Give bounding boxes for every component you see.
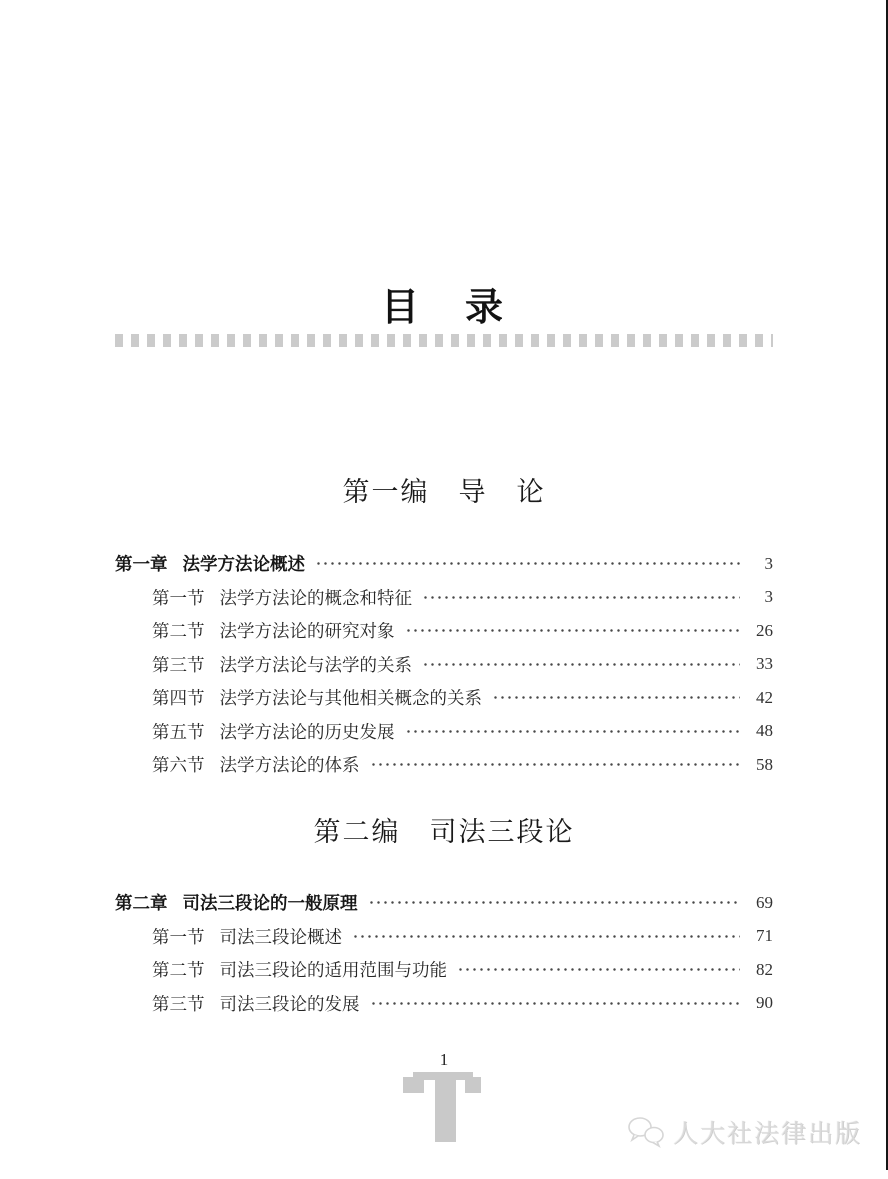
toc-entry-title: 法学方法论与法学的关系 <box>219 654 412 675</box>
toc-entry-label: 第二节 <box>152 621 205 642</box>
dot-leader <box>457 967 740 972</box>
toc-entry-label: 第一节 <box>152 926 205 947</box>
toc-entry-page: 58 <box>756 754 773 774</box>
toc-entry-label: 第六节 <box>152 755 205 776</box>
toc-entry-label: 第二节 <box>152 960 205 981</box>
toc-row-section <box>115 920 773 954</box>
toc-entry-page: 3 <box>764 553 773 573</box>
dot-leader <box>368 900 741 905</box>
toc-entry-page: 26 <box>756 620 773 640</box>
toc-entry-label: 第一节 <box>152 587 205 608</box>
publisher-watermark-text: 人大社法律出版 <box>672 1120 862 1148</box>
toc-row-chapter <box>115 547 773 581</box>
toc-entry-title: 法学方法论与其他相关概念的关系 <box>219 688 482 709</box>
toc-row-section <box>115 581 773 615</box>
toc-entry-title: 司法三段论的一般原理 <box>182 893 358 914</box>
toc-entry-page: 90 <box>756 993 773 1013</box>
toc-entry-label: 第四节 <box>152 688 205 709</box>
dot-leader <box>315 561 740 566</box>
dot-leader <box>492 695 740 700</box>
toc-entry-title: 法学方法论的历史发展 <box>219 721 395 742</box>
toc-row-section <box>115 953 773 987</box>
toc-row-section <box>115 715 773 749</box>
toc-entry-page: 82 <box>756 959 773 979</box>
toc-entry-title: 司法三段论的发展 <box>219 993 360 1014</box>
toc-entry-title: 司法三段论的适用范围与功能 <box>219 960 447 981</box>
toc-entry-title: 法学方法论概述 <box>182 554 305 575</box>
toc-list-part-1 <box>115 547 773 782</box>
toc-entry-label: 第一章 <box>115 554 168 575</box>
toc-entry-page: 48 <box>756 721 773 741</box>
toc-row-section <box>115 987 773 1021</box>
part-heading-1: 第一编 导 论 <box>342 477 546 507</box>
toc-row-section <box>115 614 773 648</box>
dot-leader <box>422 595 740 600</box>
toc-entry-page: 69 <box>756 892 773 912</box>
dot-leader <box>405 729 741 734</box>
toc-entry-label: 第三节 <box>152 654 205 675</box>
toc-entry-title: 法学方法论的概念和特征 <box>219 587 412 608</box>
toc-entry-title: 法学方法论的研究对象 <box>219 621 395 642</box>
part-heading-2: 第二编 司法三段论 <box>313 817 575 847</box>
dot-leader <box>422 662 740 667</box>
dashed-separator <box>115 334 773 347</box>
dot-leader <box>370 762 741 767</box>
toc-row-chapter <box>115 886 773 920</box>
toc-entry-page: 42 <box>756 687 773 707</box>
toc-row-section <box>115 681 773 715</box>
footer-page-number: 1 <box>439 1050 449 1069</box>
page-title: 目 录 <box>380 287 507 329</box>
toc-list-part-2 <box>115 886 773 1020</box>
toc-entry-title: 法学方法论的体系 <box>219 755 360 776</box>
toc-entry-page: 71 <box>756 926 773 946</box>
toc-entry-label: 第三节 <box>152 993 205 1014</box>
toc-row-section <box>115 748 773 782</box>
toc-row-section <box>115 648 773 682</box>
dot-leader <box>352 934 740 939</box>
toc-entry-page: 33 <box>756 654 773 674</box>
publisher-watermark <box>627 1114 862 1150</box>
dot-leader <box>405 628 741 633</box>
toc-entry-label: 第二章 <box>115 893 168 914</box>
toc-entry-page: 3 <box>764 587 773 607</box>
wechat-bubbles-icon <box>627 1115 667 1149</box>
toc-entry-title: 司法三段论概述 <box>219 926 342 947</box>
dot-leader <box>370 1001 741 1006</box>
toc-entry-label: 第五节 <box>152 721 205 742</box>
